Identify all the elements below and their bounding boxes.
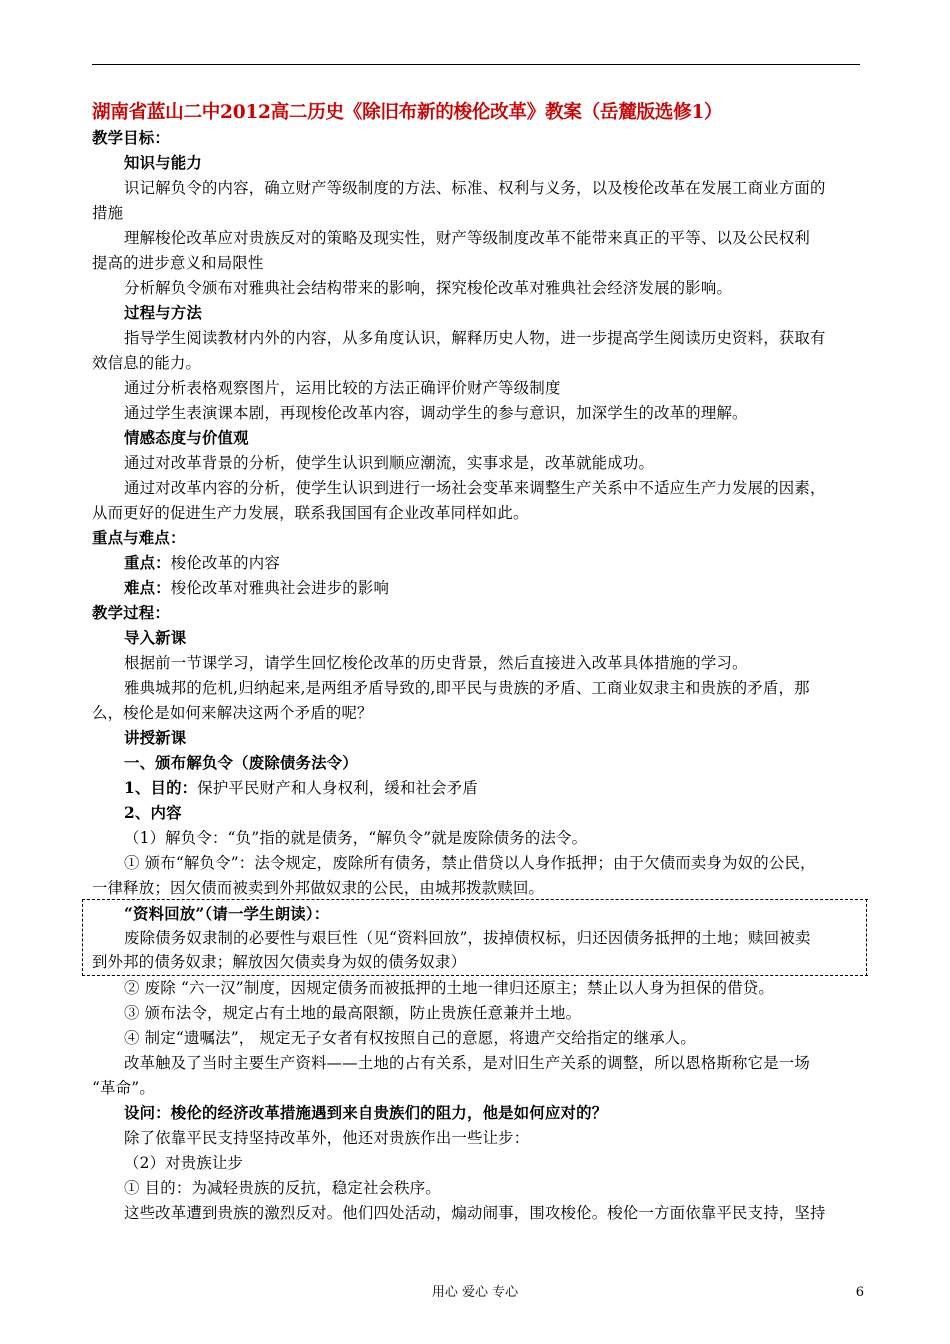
paragraph-line: （1）解负令：“负”指的就是债务，“解负令”就是废除债务的法令。 [124, 829, 588, 847]
difficulty-line [124, 576, 389, 600]
paragraph-line: 废除债务奴隶制的必要性与艰巨性（见“资料回放”，拔掉债权标，归还因债务抵押的土地；赎回被卖 [124, 929, 811, 947]
heading-key-points: 重点与难点： [92, 529, 186, 547]
paragraph-line: 到外邦的债务奴隶；解放因欠债卖身为奴的债务奴隶） [92, 953, 467, 971]
difficulty-text: 梭伦改革对雅典社会进步的影响 [170, 579, 390, 597]
page-number: 6 [855, 1285, 864, 1300]
header-rule [92, 64, 860, 65]
key-point-label: 重点： [124, 554, 171, 572]
paragraph-line: 识记解负令的内容，确立财产等级制度的方法、标准、权利与义务，以及梭伦改革在发展工商业方面的 [124, 179, 826, 197]
subheading-new-lesson: 讲授新课 [124, 729, 187, 747]
purpose-text: 保护平民财产和人身权利，缓和社会矛盾 [197, 779, 478, 797]
paragraph-line: 指导学生阅读教材内外的内容，从多角度认识，解释历史人物，进一步提高学生阅读历史资料，获取有 [124, 329, 826, 347]
document-title: 湖南省蓝山二中2012高二历史《除旧布新的梭伦改革》教案（岳麓版选修1） [92, 102, 723, 123]
heading-teaching-process: 教学过程： [92, 604, 170, 622]
paragraph-line: 通过对改革背景的分析，使学生认识到顺应潮流，实事求是，改革就能成功。 [124, 454, 655, 472]
question-line: 设问：梭伦的经济改革措施遇到来自贵族们的阻力，他是如何应对的？ [124, 1104, 608, 1122]
purpose-label: 1、目的： [124, 779, 198, 797]
heading-teaching-goals: 教学目标： [92, 129, 170, 147]
paragraph-line: 从而更好的促进生产力发展，联系我国国有企业改革同样如此。 [92, 504, 529, 522]
content-heading: 2、内容 [124, 804, 182, 822]
purpose-line [124, 776, 478, 800]
key-point-text: 梭伦改革的内容 [170, 554, 280, 572]
paragraph-line: 措施 [92, 204, 124, 222]
paragraph-line: 分析解负令颁布对雅典社会结构带来的影响，探究梭伦改革对雅典社会经济发展的影响。 [124, 279, 733, 297]
paragraph-line: “革命”。 [92, 1079, 155, 1097]
paragraph-line: 一律释放；因欠债而被卖到外邦做奴隶的公民，由城邦拨款赎回。 [92, 879, 545, 897]
subheading-knowledge: 知识与能力 [124, 154, 202, 172]
paragraph-line: 改革触及了当时主要生产资料——土地的占有关系，是对旧生产关系的调整，所以恩格斯称它是一场 [124, 1054, 810, 1072]
paragraph-line: ④ 制定“遗嘱法”， 规定无子女者有权按照自己的意愿，将遗产交给指定的继承人。 [124, 1029, 696, 1047]
paragraph-line: ① 颁布“解负令”：法令规定，废除所有债务，禁止借贷以人身作抵押；由于欠债而卖身为奴的公民， [124, 854, 816, 872]
paragraph-line: 么，梭伦是如何来解决这两个矛盾的呢？ [92, 704, 373, 722]
subheading-intro: 导入新课 [124, 629, 187, 647]
key-point-line [124, 551, 280, 575]
paragraph-line: 这些改革遭到贵族的激烈反对。他们四处活动，煽动闹事，围攻梭伦。梭伦一方面依靠平民支持，坚持 [124, 1204, 826, 1222]
material-review-heading: “资料回放”（请一学生朗读）： [124, 905, 330, 923]
paragraph-line: 通过分析表格观察图片，运用比较的方法正确评价财产等级制度 [124, 379, 561, 397]
paragraph-line: 根据前一节课学习，请学生回忆梭伦改革的历史背景，然后直接进入改革具体措施的学习。 [124, 654, 748, 672]
paragraph-line: 效信息的能力。 [92, 354, 202, 372]
paragraph-line: 理解梭伦改革应对贵族反对的策略及现实性，财产等级制度改革不能带来真正的平等、以及公民权利 [124, 229, 810, 247]
box-right-border [866, 899, 867, 976]
paragraph-line: ③ 颁布法令，规定占有土地的最高限额，防止贵族任意兼并土地。 [124, 1004, 582, 1022]
subheading-attitude: 情感态度与价值观 [124, 429, 249, 447]
box-left-border [82, 899, 83, 976]
subheading-process: 过程与方法 [124, 304, 202, 322]
paragraph-line: 除了依靠平民支持坚持改革外，他还对贵族作出一些让步： [124, 1129, 530, 1147]
footer-slogan: 用心 爱心 专心 [431, 1285, 519, 1300]
paragraph-line: ② 废除 “六一汉”制度，因规定债务而被抵押的土地一律归还原主；禁止以人身为担保的借贷。 [124, 979, 774, 997]
paragraph-line: 通过对改革内容的分析，使学生认识到进行一场社会变革来调整生产关系中不适应生产力发展的因素， [124, 479, 826, 497]
paragraph-line: 提高的进步意义和局限性 [92, 254, 264, 272]
paragraph-line: （2）对贵族让步 [124, 1154, 244, 1172]
paragraph-line: ① 目的：为减轻贵族的反抗，稳定社会秩序。 [124, 1179, 441, 1197]
paragraph-line: 通过学生表演课本剧，再现梭伦改革内容，调动学生的参与意识，加深学生的改革的理解。 [124, 404, 748, 422]
difficulty-label: 难点： [124, 579, 171, 597]
paragraph-line: 雅典城邦的危机,归纳起来,是两组矛盾导致的,即平民与贵族的矛盾、工商业奴隶主和贵族的矛盾，那 [124, 679, 810, 697]
section-heading-1: 一、颁布解负令（废除债务法令） [124, 754, 358, 772]
